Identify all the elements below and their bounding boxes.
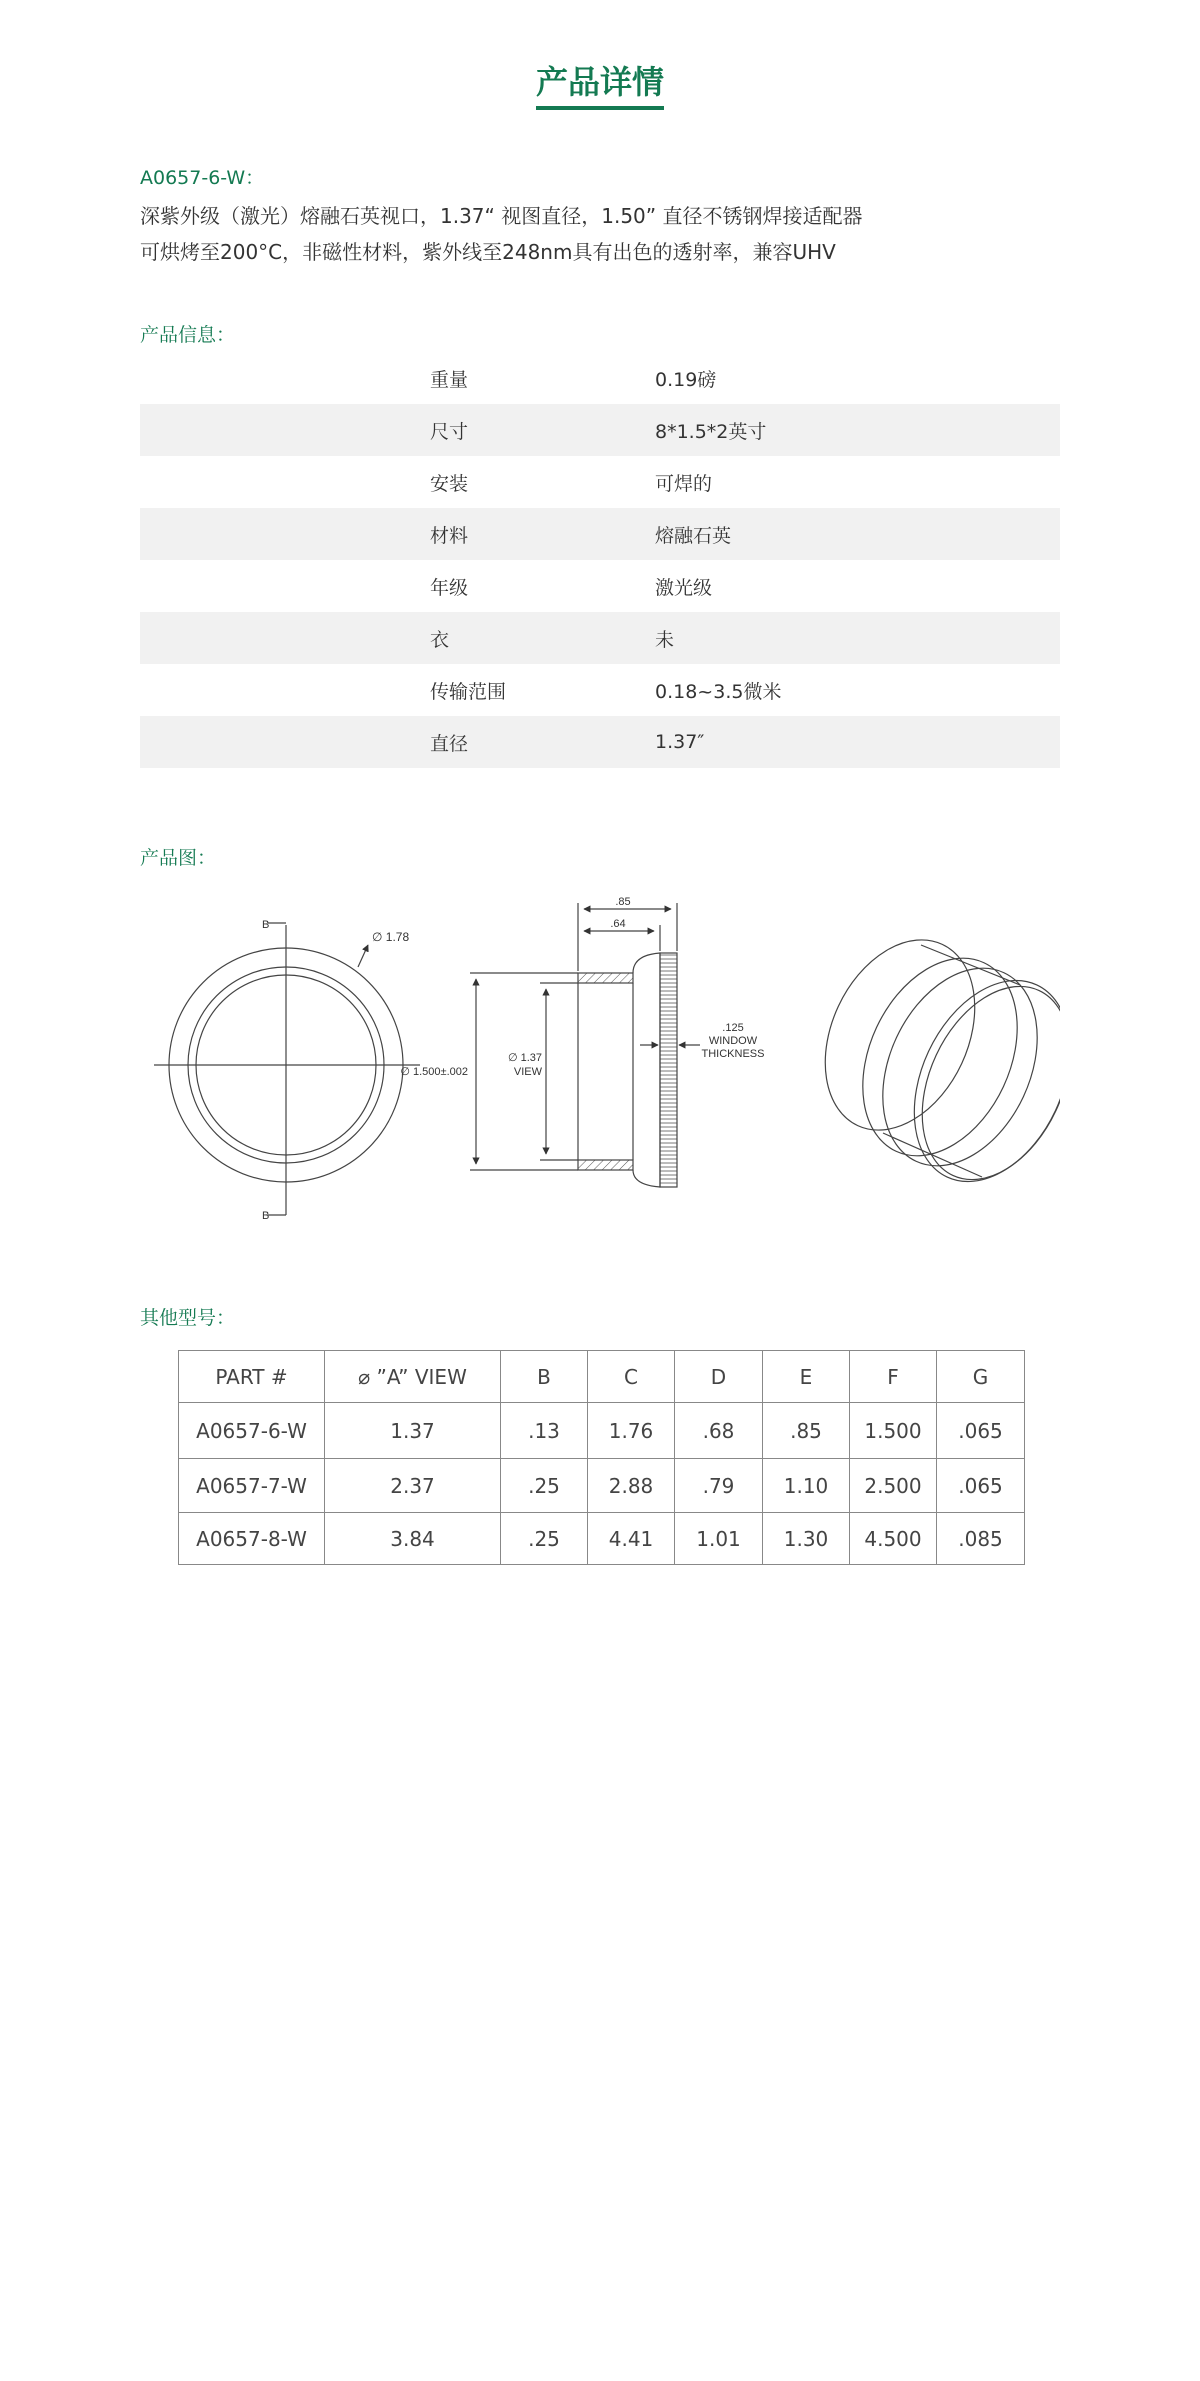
column-header: G bbox=[937, 1351, 1025, 1403]
spec-value: 激光级 bbox=[655, 576, 713, 599]
table-cell: A0657-6-W bbox=[179, 1403, 325, 1459]
table-cell: .13 bbox=[501, 1403, 588, 1459]
spec-key: 重量 bbox=[430, 368, 469, 391]
product-technical-drawing bbox=[140, 885, 1060, 1225]
column-header: C bbox=[588, 1351, 675, 1403]
table-cell: A0657-7-W bbox=[179, 1459, 325, 1513]
spec-row-grade bbox=[140, 560, 1060, 612]
spec-key: 尺寸 bbox=[430, 420, 469, 443]
front-view bbox=[154, 923, 420, 1215]
column-header: B bbox=[501, 1351, 588, 1403]
table-row bbox=[179, 1403, 1025, 1459]
table-cell: 1.76 bbox=[588, 1403, 675, 1459]
spec-value: 可焊的 bbox=[655, 472, 713, 495]
spec-key: 传输范围 bbox=[430, 680, 507, 703]
table-cell: .79 bbox=[675, 1459, 763, 1513]
view-word-label: VIEW bbox=[513, 1066, 542, 1078]
table-cell: .065 bbox=[937, 1403, 1025, 1459]
table-cell: 2.88 bbox=[588, 1459, 675, 1513]
table-cell: .25 bbox=[501, 1513, 588, 1565]
isometric-view bbox=[796, 916, 1060, 1207]
spec-value: 0.19磅 bbox=[655, 368, 717, 391]
spec-row-material bbox=[140, 508, 1060, 560]
spec-key: 材料 bbox=[430, 524, 469, 547]
column-header: ⌀ ”A” VIEW bbox=[325, 1351, 501, 1403]
spec-row-diameter bbox=[140, 716, 1060, 768]
section-marker-top: B bbox=[262, 919, 270, 931]
spec-value: 0.18~3.5微米 bbox=[655, 680, 782, 703]
table-cell: .68 bbox=[675, 1403, 763, 1459]
product-description-line-1: 深紫外级（激光）熔融石英视口，1.37“ 视图直径，1.50” 直径不锈钢焊接适配器 bbox=[140, 204, 863, 228]
overall-length-label: .85 bbox=[615, 896, 631, 908]
table-header-row bbox=[179, 1351, 1025, 1403]
spec-table bbox=[140, 352, 1060, 768]
product-description-line-2: 可烘烤至200°C，非磁性材料，紫外线至248nm具有出色的透射率，兼容UHV bbox=[140, 240, 836, 264]
spec-row-weight bbox=[140, 352, 1060, 404]
spec-row-transmission-range bbox=[140, 664, 1060, 716]
table-cell: 1.37 bbox=[325, 1403, 501, 1459]
table-cell: .065 bbox=[937, 1459, 1025, 1513]
spec-value: 1.37″ bbox=[655, 731, 705, 753]
spec-key: 衣 bbox=[430, 628, 450, 651]
table-cell: 1.01 bbox=[675, 1513, 763, 1565]
table-cell: 4.41 bbox=[588, 1513, 675, 1565]
spec-row-coating bbox=[140, 612, 1060, 664]
view-diameter-label: ∅ 1.37 bbox=[507, 1052, 542, 1064]
spec-row-mounting bbox=[140, 456, 1060, 508]
models-section-label: 其他型号： bbox=[140, 1307, 236, 1329]
info-section-label: 产品信息： bbox=[140, 324, 236, 346]
table-cell: A0657-8-W bbox=[179, 1513, 325, 1565]
table-cell: 2.37 bbox=[325, 1459, 501, 1513]
thickness-word-1: WINDOW bbox=[708, 1035, 758, 1047]
column-header: E bbox=[763, 1351, 850, 1403]
table-cell: .085 bbox=[937, 1513, 1025, 1565]
table-row bbox=[179, 1513, 1025, 1565]
spec-value: 熔融石英 bbox=[655, 524, 732, 547]
product-code-label: A0657-6-W： bbox=[140, 167, 265, 189]
column-header: D bbox=[675, 1351, 763, 1403]
table-cell: .85 bbox=[763, 1403, 850, 1459]
spec-value: 8*1.5*2英寸 bbox=[655, 420, 767, 443]
diagram-section-label: 产品图： bbox=[140, 847, 217, 869]
title-underline bbox=[536, 106, 664, 110]
table-cell: 1.30 bbox=[763, 1513, 850, 1565]
spec-key: 安装 bbox=[430, 472, 469, 495]
table-row bbox=[179, 1459, 1025, 1513]
spec-key: 年级 bbox=[430, 576, 469, 599]
column-header: PART # bbox=[179, 1351, 325, 1403]
table-cell: 1.10 bbox=[763, 1459, 850, 1513]
tube-length-label: .64 bbox=[610, 918, 626, 930]
thickness-value-label: .125 bbox=[722, 1022, 744, 1034]
flange-diameter-label: ∅ 1.500±.002 bbox=[400, 1066, 468, 1078]
section-marker-bottom: B bbox=[262, 1210, 270, 1222]
table-cell: 4.500 bbox=[850, 1513, 937, 1565]
table-cell: 2.500 bbox=[850, 1459, 937, 1513]
column-header: F bbox=[850, 1351, 937, 1403]
table-cell: .25 bbox=[501, 1459, 588, 1513]
spec-row-size bbox=[140, 404, 1060, 456]
side-view bbox=[470, 903, 700, 1187]
outer-diameter-label: ∅ 1.78 bbox=[372, 930, 410, 944]
models-table bbox=[178, 1350, 1025, 1565]
spec-key: 直径 bbox=[430, 732, 469, 755]
page-title: 产品详情 bbox=[535, 63, 664, 101]
table-cell: 3.84 bbox=[325, 1513, 501, 1565]
thickness-word-2: THICKNESS bbox=[701, 1048, 765, 1060]
table-cell: 1.500 bbox=[850, 1403, 937, 1459]
spec-value: 未 bbox=[655, 628, 675, 651]
